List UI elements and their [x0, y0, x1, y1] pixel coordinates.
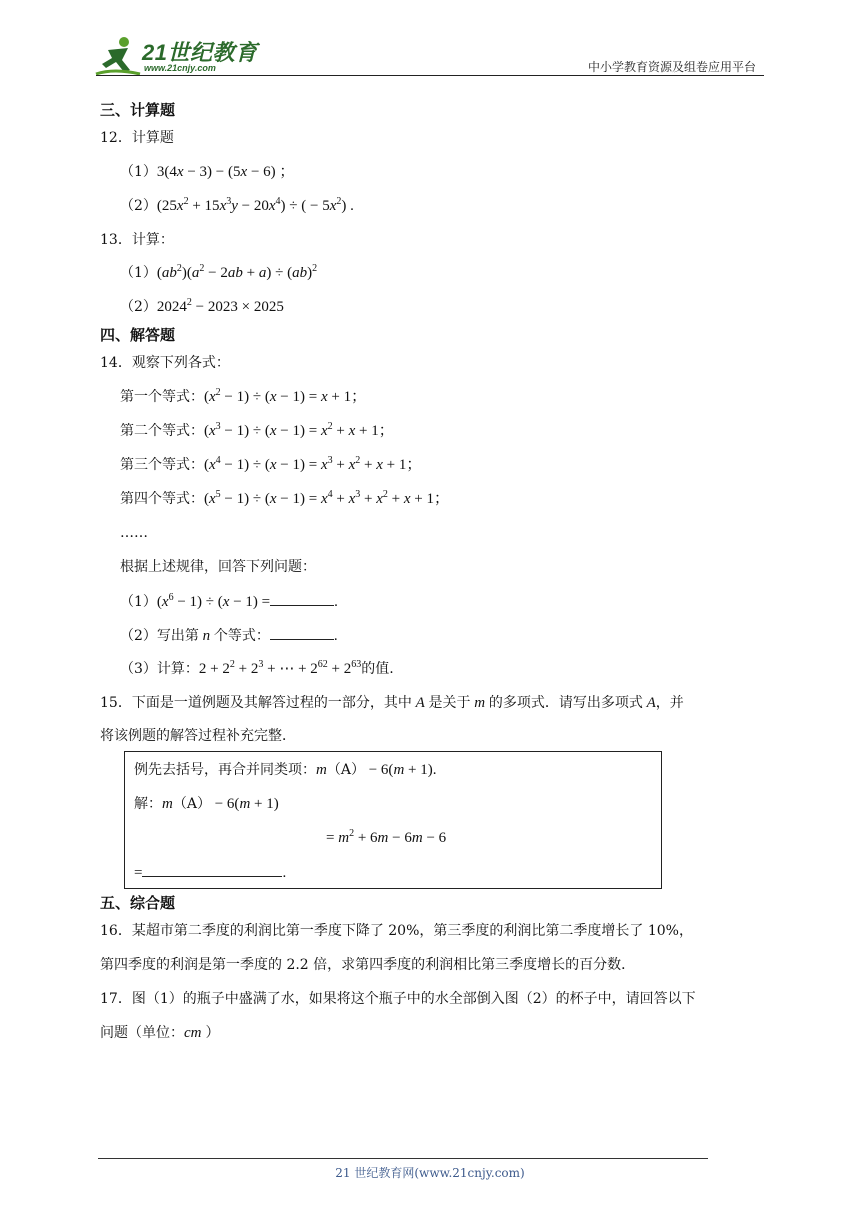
- q14-part1-label: （1）: [120, 594, 157, 610]
- section-title-3: 三、计算题: [100, 101, 176, 119]
- q14-part2-label: （2）: [120, 628, 157, 644]
- q14-eq3-label: 第三个等式：: [120, 457, 204, 473]
- q12-stem: 12．计算题: [100, 130, 174, 146]
- q15-box-line2-expr: − 6(m + 1): [210, 796, 279, 812]
- q14-eq4-expr: $(x^5 - 1) \div (x - 1) = x^4 + x^3 + x^2 + x + 1$；: [204, 489, 450, 507]
- q14-part1: $(1)(x^6 - 1) \div (x - 1)$ = .: [120, 592, 338, 610]
- q14-part2-text2: 个等式：: [213, 628, 270, 644]
- q15-line1: 15．下面是一道例题及其解答过程的一部分，其中 A 是关于 m 的多项式．请写出多项式 A，并: [100, 695, 684, 711]
- q12-part2-expr: $(25x^2 + 15x^3y - 20x^4)$ ÷ ( − $5x^2$) .: [156, 196, 354, 214]
- q15-box-line4: = .: [134, 862, 286, 883]
- q13-stem: 13．计算：: [100, 232, 174, 248]
- q14-part3-label: （3）: [120, 661, 157, 677]
- q14-part2-blank: [270, 625, 334, 640]
- q15-box-A-2: （A）: [172, 796, 211, 812]
- site-logo: [94, 34, 264, 78]
- q13-part2-label: （2）: [120, 299, 157, 315]
- q15-box-line1-expr: − 6(m + 1).: [364, 762, 437, 778]
- q14-prompt: 根据上述规律，回答下列问题：: [120, 559, 316, 575]
- q13-part1-label: （1）: [120, 265, 157, 281]
- q14-eq3-expr: $(x^4 - 1) \div (x - 1) = x^3 + x^2 + x + 1$；: [204, 455, 422, 473]
- q12-part2: [120, 196, 354, 216]
- platform-title: 中小学教育资源及组卷应用平台: [587, 60, 756, 74]
- q14-part3-text: 计算：: [156, 661, 199, 677]
- q14-part2-text: 写出第: [156, 628, 199, 644]
- q15-line1-d: ，并: [655, 695, 684, 711]
- q12-part2-label: （2）: [120, 198, 157, 214]
- logo-text: 21世纪教育: [142, 40, 258, 65]
- q17-line2-a: 问题（单位：: [100, 1025, 184, 1041]
- q13-part1-expr: $(ab^2)(a^2 - 2ab + a) \div (ab)^2$: [156, 263, 318, 281]
- q15-box-line1-text: 例先去括号，再合并同类项：: [134, 762, 316, 778]
- q13-part2: [120, 297, 284, 317]
- q14-part3: [120, 659, 394, 679]
- q14-part1-expr: $(x^6 - 1) \div (x - 1)$ =: [156, 592, 271, 610]
- logo-url: www.21cnjy.com: [144, 63, 216, 73]
- q13-part1: [120, 263, 317, 283]
- q14-eq1: [120, 387, 366, 407]
- q15-box-blank: [142, 862, 282, 877]
- q14-eq4-label: 第四个等式：: [120, 491, 204, 507]
- q15-line1-c: 的多项式．请写出多项式: [488, 695, 643, 711]
- header-divider: [96, 75, 764, 76]
- q15-box-line1: 例先去括号，再合并同类项：m（A） − 6(m + 1).: [134, 762, 437, 778]
- q12-part1: [120, 162, 294, 182]
- q17-unit: cm: [184, 1025, 202, 1041]
- q13-part2-expr: $2024^2 - 2023 \times 2025$: [156, 297, 284, 315]
- q15-box-A-1: （A）: [326, 762, 365, 778]
- q12-part1-expr: 3(4x − 3) − (5x − 6) ；: [156, 164, 295, 180]
- q15-box-line3: = $m^2 + 6m - 6m - 6$: [326, 828, 447, 846]
- q14-eq2: [120, 421, 394, 441]
- q14-part3-expr: $2 + 2^2 + 2^3$ + ⋯ + $2^{62} + 2^{63}$: [198, 659, 362, 677]
- q17-line1: 17．图（1）的瓶子中盛满了水，如果将这个瓶子中的水全部倒入图（2）的杯子中，请回答以下: [100, 991, 696, 1007]
- q14-ellipsis: ……: [120, 525, 148, 541]
- runner-logo-icon: [94, 34, 142, 78]
- q17-line2: [100, 1023, 220, 1043]
- footer-text[interactable]: 21 世纪教育网(www.21cnjy.com): [335, 1166, 525, 1180]
- q15-box-line2-text: 解：: [134, 796, 162, 812]
- q15-box-line2: 解：m（A） − 6(m + 1): [134, 796, 279, 812]
- q14-part1-blank: [270, 591, 334, 606]
- q14-eq3: [120, 455, 421, 475]
- q14-eq4: [120, 489, 449, 509]
- q15-line2: 将该例题的解答过程补充完整．: [100, 728, 296, 744]
- section-title-4: 四、解答题: [100, 326, 176, 344]
- q14-stem: 14．观察下列各式：: [100, 355, 230, 371]
- section-title-5: 五、综合题: [100, 894, 176, 912]
- q14-part3-tail: 的值.: [361, 661, 394, 677]
- footer-divider: [98, 1158, 708, 1159]
- q14-eq1-label: 第一个等式：: [120, 389, 204, 405]
- q16-line1: 16．某超市第二季度的利润比第一季度下降了 20%，第三季度的利润比第二季度增长了 10%，: [100, 923, 693, 939]
- q15-line1-b: 是关于: [428, 695, 471, 711]
- q14-eq2-label: 第二个等式：: [120, 423, 204, 439]
- q17-line2-b: ）: [205, 1025, 220, 1041]
- q14-eq1-expr: $(x^2 - 1) \div (x - 1) = x + 1$；: [204, 387, 367, 405]
- q14-part2: （2）写出第 n 个等式： .: [120, 625, 338, 646]
- q16-line2: 第四季度的利润是第一季度的 2.2 倍，求第四季度的利润相比第三季度增长的百分数．: [100, 957, 636, 973]
- q14-eq2-expr: $(x^3 - 1) \div (x - 1) = x^2 + x + 1$；: [204, 421, 394, 439]
- q15-line1-a: 15．下面是一道例题及其解答过程的一部分，其中: [100, 695, 412, 711]
- q12-part1-label: （1）: [120, 164, 157, 180]
